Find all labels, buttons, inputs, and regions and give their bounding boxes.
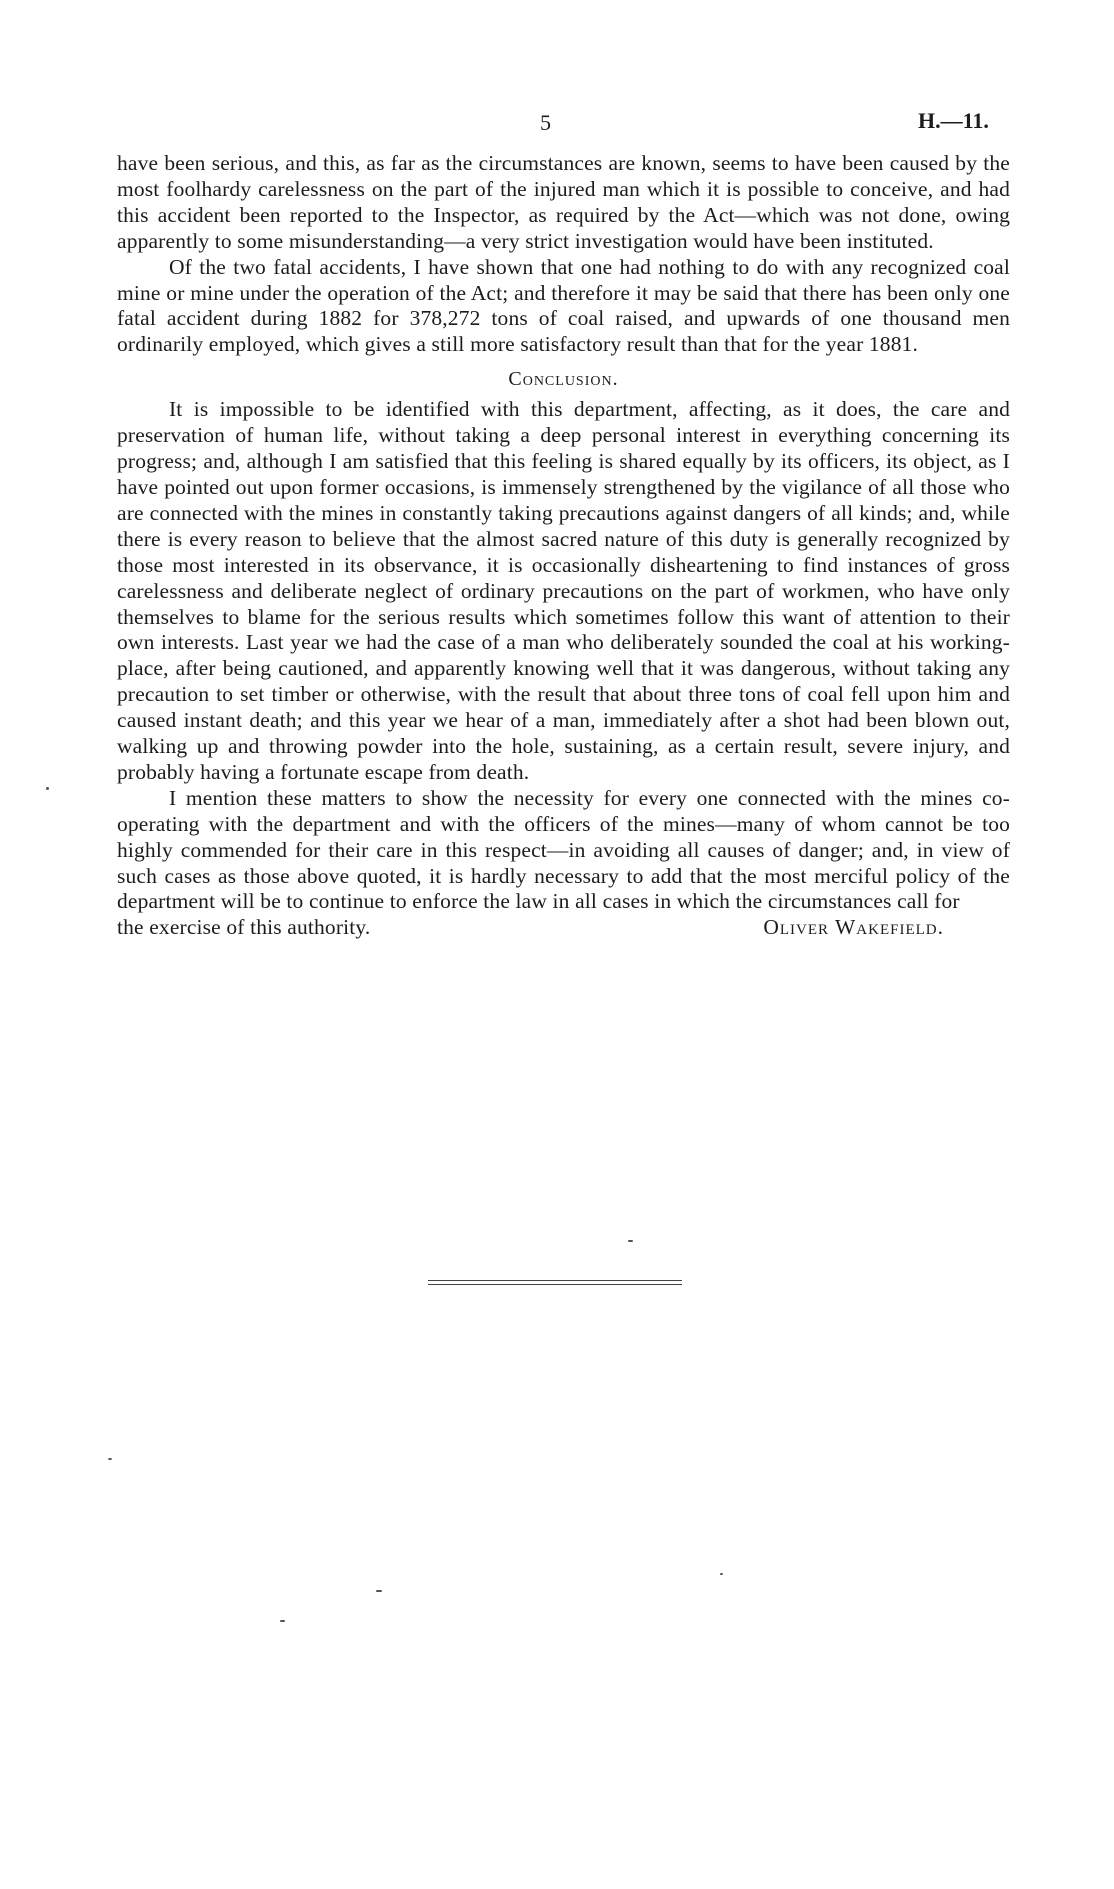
closing-line-with-signature [117, 915, 1010, 941]
document-reference: H.—11. [918, 108, 989, 133]
author-signature: Oliver Wakefield. [763, 915, 944, 940]
print-speck [280, 1620, 285, 1622]
body-text [117, 151, 1010, 941]
print-speck [108, 1458, 112, 1460]
closing-text: the exercise of this authority. [117, 915, 371, 940]
paragraph-fatal-accidents: Of the two fatal accidents, I have shown that one had nothing to do with any recognized coal mine or mine under the operation of the Act; and therefore it may be said that there has been only one fatal accident during 1882 for 378,272 tons of coal raised, and upwards of one thousand men ordinarily employed, which gives a still more satisfactory result than that for the year 1881. [117, 254, 1010, 357]
paragraph-continuation: have been serious, and this, as far as the circumstances are known, seems to have been caused by the most foolhardy carelessness on the part of the injured man which it is possible to conceive, and had this accident been reported to the Inspector, as required by the Act—which was not done, owing apparently to some misunderstanding—a very strict investigation would have been instituted. [117, 151, 1010, 253]
page-number: 5 [540, 110, 551, 135]
section-heading-conclusion: Conclusion. [508, 368, 619, 391]
paragraph-conclusion-1: It is impossible to be identified with this department, affecting, as it does, the care and preservation of human life, without taking a deep personal interest in everything concerning its progress; and, although I am satisfied that this feeling is shared equally by its officers, its object, as I have pointed out upon former occasions, is immensely strengthened by the vigilance of all those who are connected with the mines in constantly taking precautions against dangers of all kinds; and, while there is every reason to believe that the almost sacred nature of this duty is generally recognized by those most interested in its observance, it is occasionally disheartening to find instances of gross carelessness and deliberate neglect of ordinary precautions on the part of workmen, who have only themselves to blame for the serious results which sometimes follow this want of attention to their own interests. Last year we had the case of a man who deliberately sounded the coal at his working-place, after being cautioned, and apparently knowing well that it was dangerous, without taking any precaution to set timber or otherwise, with the result that about three tons of coal fell upon him and caused instant death; and this year we hear of a man, immediately after a shot had been blown out, walking up and throwing powder into the hole, sustaining, as a certain result, severe injury, and probably having a fortunate escape from death. [117, 397, 1010, 784]
print-speck [628, 1240, 633, 1242]
print-speck [376, 1590, 382, 1592]
print-speck [720, 1573, 723, 1575]
end-rule-bottom [428, 1284, 682, 1285]
end-rule-top [428, 1280, 682, 1281]
paragraph-conclusion-2: I mention these matters to show the necessity for every one connected with the mines co-operating with the department and with the officers of the mines—many of whom cannot be too highly commended for their care in this respect—in avoiding all causes of danger; and, in view of such cases as those above quoted, it is hardly necessary to add that the most merciful policy of the department will be to continue to enforce the law in all cases in which the circumstances call for [117, 785, 1010, 914]
print-speck [46, 787, 49, 790]
